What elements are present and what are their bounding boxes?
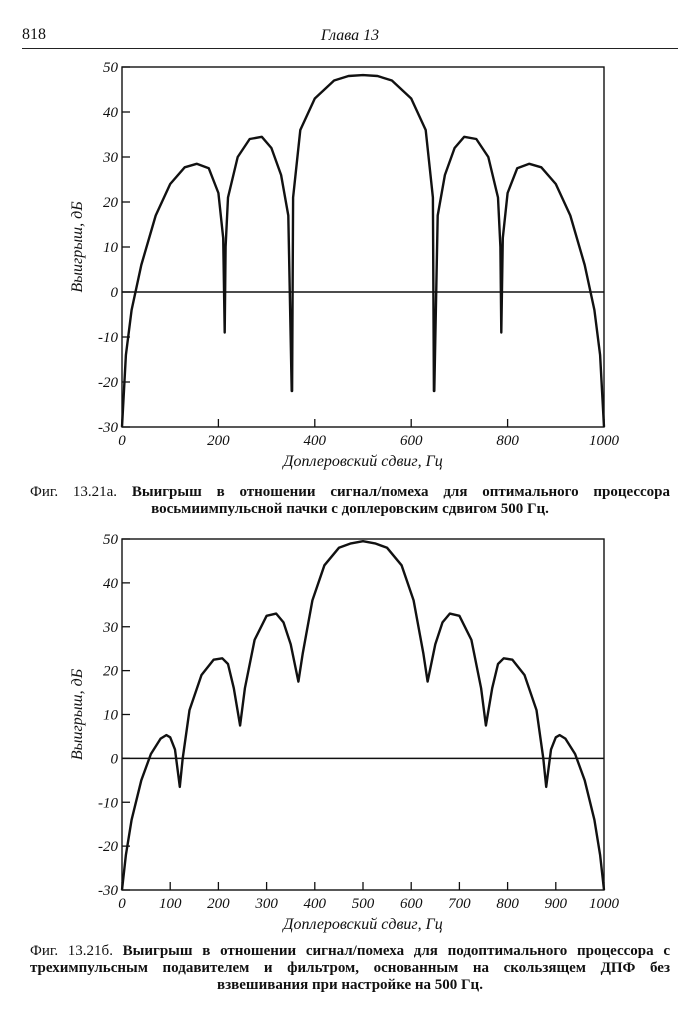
y-tick-label: 30: [103, 619, 118, 636]
x-tick-label: 100: [158, 896, 182, 912]
x-tick-label: 400: [303, 433, 327, 449]
y-tick-label: 50: [103, 60, 118, 76]
y-tick-label: 10: [103, 707, 118, 724]
x-tick-label: 800: [496, 896, 519, 912]
x-tick-label: 400: [303, 896, 327, 912]
gain-curve-0: [122, 75, 604, 427]
y-tick-label: 10: [103, 240, 118, 256]
x-tick-label: 300: [255, 896, 278, 912]
y-tick-label: 40: [103, 575, 118, 592]
y-tick-label: -10: [98, 795, 118, 812]
y-tick-label: 40: [103, 105, 118, 121]
x-tick-label: 700: [448, 896, 471, 912]
figure-caption-text-b: Выигрыш в отношении сигнал/помеха для подоптимального процессора с трехимпульсным подавителем и фильтром, основанным на скользящем ДПФ без взвешивания при настройке на 500 Гц.: [30, 943, 670, 993]
figure-label-a: Фиг. 13.21а.: [30, 484, 118, 500]
plot-frame: [122, 67, 604, 427]
chart-b: [0, 525, 700, 940]
y-tick-label: 30: [103, 150, 118, 166]
y-tick-label: 0: [110, 285, 118, 301]
x-tick-label: 900: [544, 896, 568, 912]
x-tick-label: 200: [207, 433, 230, 449]
plot-frame: [122, 539, 604, 890]
x-tick-label: 0: [118, 433, 126, 449]
y-tick-label: -20: [98, 375, 118, 391]
x-tick-label: 600: [399, 896, 423, 912]
y-tick-label: -20: [98, 839, 118, 856]
x-tick-label: 0: [118, 896, 126, 912]
y-tick-label: 0: [110, 751, 118, 768]
y-tick-label: 50: [103, 532, 118, 548]
y-tick-label: 20: [103, 195, 118, 211]
figure-caption-a: [30, 484, 670, 518]
gain-curve-0: [122, 541, 604, 890]
page-number: 818: [22, 26, 46, 43]
y-axis-label: Выигрыш, дБ: [69, 201, 86, 293]
y-tick-label: -30: [98, 420, 118, 436]
figure-caption-text-a: Выигрыш в отношении сигнал/помеха для оптимального процессора восьмиимпульсной пачки с доплеровским сдвигом 500 Гц.: [131, 484, 671, 517]
x-axis-label: Доплеровский сдвиг, Гц: [283, 916, 443, 933]
x-tick-label: 1000: [589, 433, 619, 449]
y-axis-label: Выигрыш, дБ: [69, 668, 86, 761]
x-tick-label: 600: [399, 433, 423, 449]
x-tick-label: 500: [351, 896, 375, 912]
y-tick-label: -10: [98, 330, 118, 346]
x-tick-label: 800: [496, 433, 519, 449]
x-axis-label: Доплеровский сдвиг, Гц: [283, 453, 443, 470]
y-tick-label: -30: [98, 883, 118, 899]
x-tick-label: 200: [207, 896, 230, 912]
y-tick-label: 20: [103, 663, 118, 680]
figure-caption-b: [30, 943, 670, 994]
header-rule: [22, 48, 678, 49]
x-tick-label: 1000: [589, 896, 619, 912]
chart-a: [0, 55, 700, 475]
figure-label-b: Фиг. 13.21б.: [30, 943, 113, 959]
running-head: Глава 13: [320, 27, 380, 44]
